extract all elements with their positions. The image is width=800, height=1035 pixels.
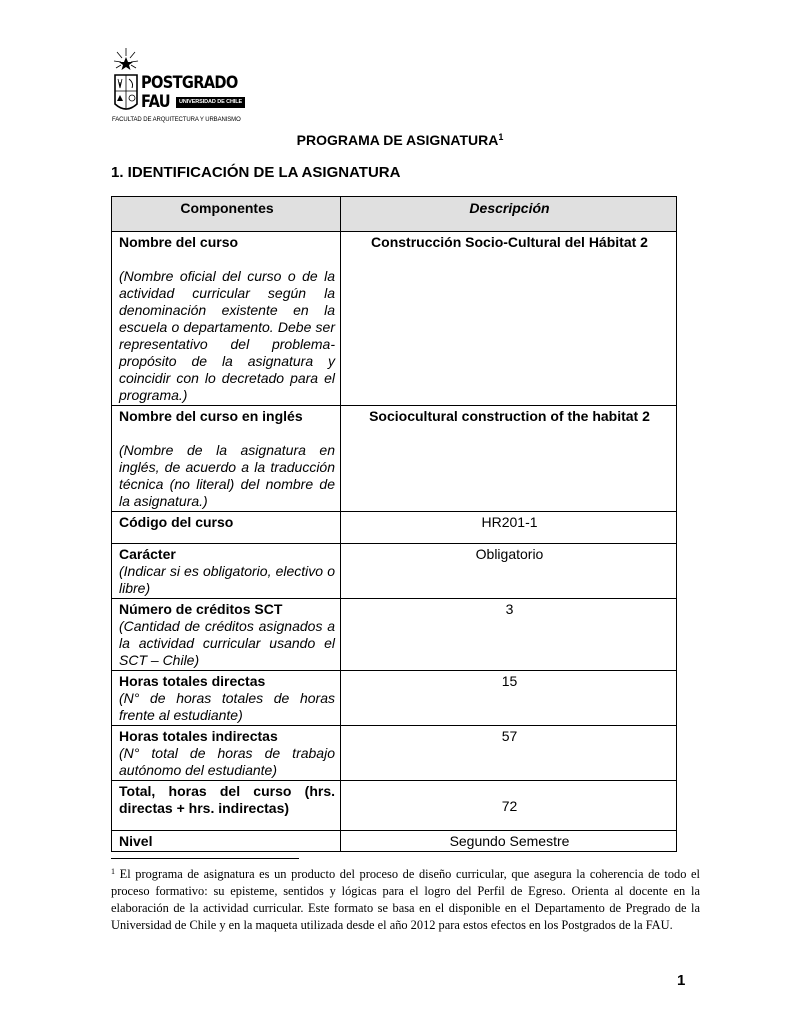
value-cell: 3 [341, 599, 677, 671]
table-row-indirect-hours [112, 726, 677, 781]
component-cell [112, 831, 341, 852]
row-label: Número de créditos SCT [119, 601, 283, 617]
value-cell: 57 [341, 726, 677, 781]
logo-wordmark-postgrado: POSTGRADO [141, 73, 238, 93]
logo-faculty-name: FACULTAD DE ARQUITECTURA Y URBANISMO [112, 117, 241, 123]
section-heading: 1. IDENTIFICACIÓN DE LA ASIGNATURA [111, 164, 401, 181]
table-row-course-code [112, 512, 677, 544]
row-hint: (N° total de horas de trabajo autónomo del estudiante) [119, 745, 335, 778]
row-label: Horas totales directas [119, 673, 266, 689]
row-label: Nivel [119, 833, 153, 849]
component-cell [112, 671, 341, 726]
row-label: Total, horas del curso (hrs. directas + hrs. indirectas) [119, 783, 335, 816]
table-header-row [112, 197, 677, 232]
component-cell [112, 512, 341, 544]
component-cell [112, 599, 341, 671]
logo-university-badge: UNIVERSIDAD DE CHILE [176, 97, 245, 108]
table-row-course-name [112, 232, 677, 406]
value-cell: Sociocultural construction of the habitat 2 [341, 406, 677, 512]
row-hint: (Nombre de la asignatura en inglés, de acuerdo a la traducción técnica (no literal) del nombre de la asignatura.) [119, 442, 335, 509]
university-crest-icon [112, 46, 140, 116]
value-cell: Construcción Socio-Cultural del Hábitat 2 [341, 232, 677, 406]
page-number: 1 [677, 972, 686, 989]
row-hint: (Indicar si es obligatorio, electivo o libre) [119, 563, 335, 596]
table-row-level [112, 831, 677, 852]
value-cell: Obligatorio [341, 544, 677, 599]
component-cell [112, 781, 341, 831]
value-cell: 72 [341, 781, 677, 831]
table-row-course-name-english [112, 406, 677, 512]
table-row-direct-hours [112, 671, 677, 726]
footnote-separator [111, 858, 299, 859]
component-cell [112, 406, 341, 512]
value-cell: 15 [341, 671, 677, 726]
footnote [111, 863, 700, 934]
logo-wordmark-fau: FAU [141, 92, 170, 112]
value-cell: HR201-1 [341, 512, 677, 544]
document-title-text: PROGRAMA DE ASIGNATURA [296, 132, 499, 148]
row-label: Nombre del curso en inglés [119, 408, 303, 424]
row-label: Carácter [119, 546, 176, 562]
row-hint: (Cantidad de créditos asignados a la actividad curricular usando el SCT – Chile) [119, 618, 335, 668]
footnote-text: El programa de asignatura es un producto del proceso de diseño curricular, que asegura la coherencia de todo el proceso formativo: su episteme, sentidos y lógicas para el logro del Perfil de Egreso. Orienta al docente en la elaboración de la actividad curricular. Este formato se basa en el disponible en el Departamento de Pregrado de la Universidad de Chile y en la maqueta utilizada desde el año 2012 para estos efectos en los Postgrados de la FAU. [111, 867, 700, 932]
component-cell [112, 544, 341, 599]
value-cell: Segundo Semestre [341, 831, 677, 852]
table-row-character [112, 544, 677, 599]
identification-table [111, 196, 677, 852]
row-label: Horas totales indirectas [119, 728, 278, 744]
row-hint: (N° de horas totales de horas frente al estudiante) [119, 690, 335, 723]
table-row-total-hours [112, 781, 677, 831]
table-row-sct-credits [112, 599, 677, 671]
header-components: Componentes [112, 197, 341, 232]
document-title [0, 132, 800, 148]
header-description: Descripción [341, 197, 677, 232]
row-hint: (Nombre oficial del curso o de la actividad curricular según la denominación existente en la escuela o departamento. Debe ser representativo del problema-propósito de la asignatura y coincidir con lo decretado para el programa.) [119, 268, 335, 403]
row-label: Código del curso [119, 514, 234, 530]
footnote-mark: 1 [111, 867, 115, 876]
component-cell [112, 232, 341, 406]
component-cell [112, 726, 341, 781]
title-footnote-mark[interactable]: 1 [498, 132, 504, 142]
postgrado-fau-logo [112, 46, 243, 126]
row-label: Nombre del curso [119, 234, 239, 250]
